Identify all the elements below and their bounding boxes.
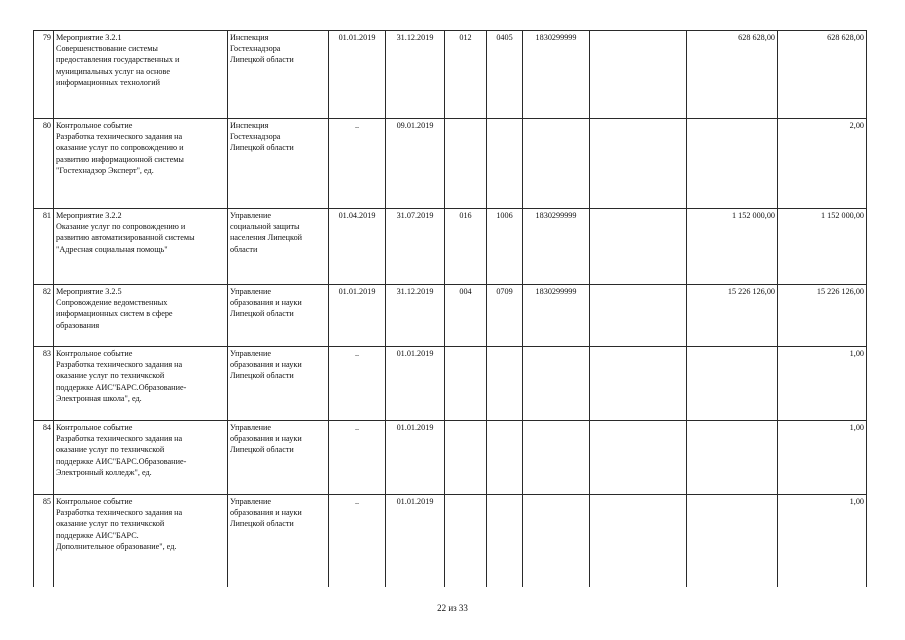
executor-cell-line: Липецкой области [230, 445, 294, 455]
executor-cell [228, 119, 329, 209]
grbs-code-cell [445, 347, 487, 421]
event-name-cell-line: Оказание услуг по сопровождению и [56, 222, 186, 232]
event-name-cell-line: Контрольное событие [56, 497, 133, 506]
executor-cell-line: Липецкой области [230, 309, 294, 319]
event-name-cell-line: поддержке АИС"БАРС.Образование- [56, 382, 187, 392]
grbs-code-cell: 012 [445, 31, 487, 119]
amount-cell: 628 628,00 [687, 31, 778, 119]
total-cell: 1,00 [778, 347, 867, 421]
event-name-cell [54, 347, 228, 421]
section-code-cell: 0405 [487, 31, 523, 119]
row-number-cell: 80 [34, 119, 54, 209]
executor-cell-line: образования и науки [230, 298, 302, 308]
event-name-cell-line: "Гостехнадзор Эксперт", ед. [56, 165, 154, 175]
section-code-cell [487, 347, 523, 421]
event-name-cell-line: муниципальных услуг на основе [56, 66, 170, 76]
target-article-cell: 1830299999 [523, 209, 590, 285]
grbs-code-cell [445, 421, 487, 495]
executor-cell-line: Липецкой области [230, 371, 294, 381]
target-article-cell [523, 347, 590, 421]
expense-type-cell [590, 421, 687, 495]
executor-cell [228, 421, 329, 495]
event-name-cell-line: Контрольное событие [56, 423, 133, 432]
event-name-cell-line: образования [56, 320, 100, 330]
event-name-cell [54, 31, 228, 119]
amount-cell [687, 347, 778, 421]
expense-type-cell [590, 347, 687, 421]
table-row [34, 347, 867, 421]
executor-cell [228, 495, 329, 587]
executor-cell-line: Липецкой области [230, 519, 294, 529]
executor-cell [228, 31, 329, 119]
target-article-cell [523, 495, 590, 587]
end-date-cell: 31.12.2019 [386, 285, 445, 347]
expense-type-cell [590, 285, 687, 347]
event-name-cell-line: оказание услуг по техничкской [56, 519, 165, 529]
end-date-cell: 31.12.2019 [386, 31, 445, 119]
total-cell: 1 152 000,00 [778, 209, 867, 285]
event-name-cell [54, 495, 228, 587]
row-number-cell: 85 [34, 495, 54, 587]
section-code-cell [487, 119, 523, 209]
executor-cell [228, 285, 329, 347]
event-name-cell-line: предоставления государственных и [56, 55, 180, 65]
expense-type-cell [590, 31, 687, 119]
row-number-cell: 82 [34, 285, 54, 347]
executor-cell-line: области [230, 244, 258, 254]
event-name-cell [54, 421, 228, 495]
event-name-cell-line: Мероприятие 3.2.2 [56, 211, 122, 220]
event-name-cell-line: оказание услуг по техничкской [56, 445, 165, 455]
page-number: 22 из 33 [437, 603, 468, 613]
event-name-cell-line: Мероприятие 3.2.5 [56, 287, 122, 296]
amount-cell [687, 495, 778, 587]
table-row [34, 209, 867, 285]
table-row [34, 285, 867, 347]
section-code-cell [487, 495, 523, 587]
amount-cell [687, 421, 778, 495]
event-name-cell-line: информационных технологий [56, 77, 161, 87]
amount-cell [687, 119, 778, 209]
event-name-cell-line: оказание услуг по сопровождению и [56, 143, 184, 153]
start-date-cell: 01.01.2019 [329, 285, 386, 347]
program-events-table [33, 30, 867, 587]
expense-type-cell [590, 495, 687, 587]
event-name-cell [54, 119, 228, 209]
end-date-cell: 09.01.2019 [386, 119, 445, 209]
total-cell: 15 226 126,00 [778, 285, 867, 347]
amount-cell: 1 152 000,00 [687, 209, 778, 285]
end-date-cell: 31.07.2019 [386, 209, 445, 285]
event-name-cell-line: информационных систем в сфере [56, 309, 173, 319]
total-cell: 2,00 [778, 119, 867, 209]
row-number-cell: 79 [34, 31, 54, 119]
grbs-code-cell: 016 [445, 209, 487, 285]
target-article-cell [523, 119, 590, 209]
row-number-cell: 84 [34, 421, 54, 495]
row-number-cell: 81 [34, 209, 54, 285]
expense-type-cell [590, 119, 687, 209]
event-name-cell-line: Сопровождение ведомственных [56, 298, 168, 308]
target-article-cell: 1830299999 [523, 285, 590, 347]
total-cell: 628 628,00 [778, 31, 867, 119]
executor-cell-line: образования и науки [230, 360, 302, 370]
grbs-code-cell: 004 [445, 285, 487, 347]
event-name-cell-line: Дополнительное образование", ед. [56, 541, 177, 551]
event-name-cell-line: Разработка технического задания на [56, 360, 183, 370]
end-date-cell: 01.01.2019 [386, 347, 445, 421]
executor-cell-line: Инспекция [230, 33, 269, 42]
grbs-code-cell [445, 495, 487, 587]
start-date-cell: 01.01.2019 [329, 31, 386, 119]
total-cell: 1,00 [778, 495, 867, 587]
table-row [34, 495, 867, 587]
event-name-cell-line: поддержке АИС"БАРС. [56, 530, 139, 540]
executor-cell-line: населения Липецкой [230, 233, 303, 243]
start-date-cell: 01.04.2019 [329, 209, 386, 285]
executor-cell-line: Управление [230, 349, 272, 358]
event-name-cell-line: оказание услуг по техничкской [56, 371, 165, 381]
grbs-code-cell [445, 119, 487, 209]
executor-cell-line: образования и науки [230, 434, 302, 444]
event-name-cell-line: Электронная школа", ед. [56, 393, 142, 403]
table-row [34, 31, 867, 119]
target-article-cell [523, 421, 590, 495]
executor-cell-line: Липецкой области [230, 55, 294, 65]
section-code-cell: 1006 [487, 209, 523, 285]
amount-cell: 15 226 126,00 [687, 285, 778, 347]
executor-cell-line: Гостехнадзора [230, 44, 281, 54]
executor-cell [228, 347, 329, 421]
event-name-cell-line: Контрольное событие [56, 121, 133, 130]
event-name-cell-line: Разработка технического задания на [56, 434, 183, 444]
event-name-cell-line: развитию автоматизированной системы [56, 233, 195, 243]
section-code-cell: 0709 [487, 285, 523, 347]
end-date-cell: 01.01.2019 [386, 495, 445, 587]
executor-cell-line: Гостехнадзора [230, 132, 281, 142]
table-body [34, 31, 867, 587]
executor-cell-line: Инспекция [230, 121, 269, 130]
event-name-cell [54, 209, 228, 285]
event-name-cell-line: Совершенствование системы [56, 44, 158, 54]
executor-cell-line: Управление [230, 287, 272, 296]
executor-cell-line: образования и науки [230, 508, 302, 518]
event-name-cell-line: "Адресная социальная помощь" [56, 244, 168, 254]
start-date-cell: .. [329, 495, 386, 587]
executor-cell-line: Управление [230, 211, 272, 220]
event-name-cell-line: Мероприятие 3.2.1 [56, 33, 122, 42]
start-date-cell: .. [329, 421, 386, 495]
executor-cell-line: социальной защиты [230, 222, 300, 232]
event-name-cell-line: развитию информационной системы [56, 154, 184, 164]
event-name-cell-line: Разработка технического задания на [56, 132, 183, 142]
event-name-cell-line: Электронный колледж", ед. [56, 467, 152, 477]
section-code-cell [487, 421, 523, 495]
row-number-cell: 83 [34, 347, 54, 421]
total-cell: 1,00 [778, 421, 867, 495]
executor-cell-line: Управление [230, 497, 272, 506]
event-name-cell-line: Разработка технического задания на [56, 508, 183, 518]
target-article-cell: 1830299999 [523, 31, 590, 119]
executor-cell [228, 209, 329, 285]
executor-cell-line: Липецкой области [230, 143, 294, 153]
table-row [34, 119, 867, 209]
expense-type-cell [590, 209, 687, 285]
end-date-cell: 01.01.2019 [386, 421, 445, 495]
event-name-cell-line: поддержке АИС"БАРС.Образование- [56, 456, 187, 466]
event-name-cell-line: Контрольное событие [56, 349, 133, 358]
executor-cell-line: Управление [230, 423, 272, 432]
start-date-cell: .. [329, 347, 386, 421]
start-date-cell: .. [329, 119, 386, 209]
event-name-cell [54, 285, 228, 347]
table-row [34, 421, 867, 495]
